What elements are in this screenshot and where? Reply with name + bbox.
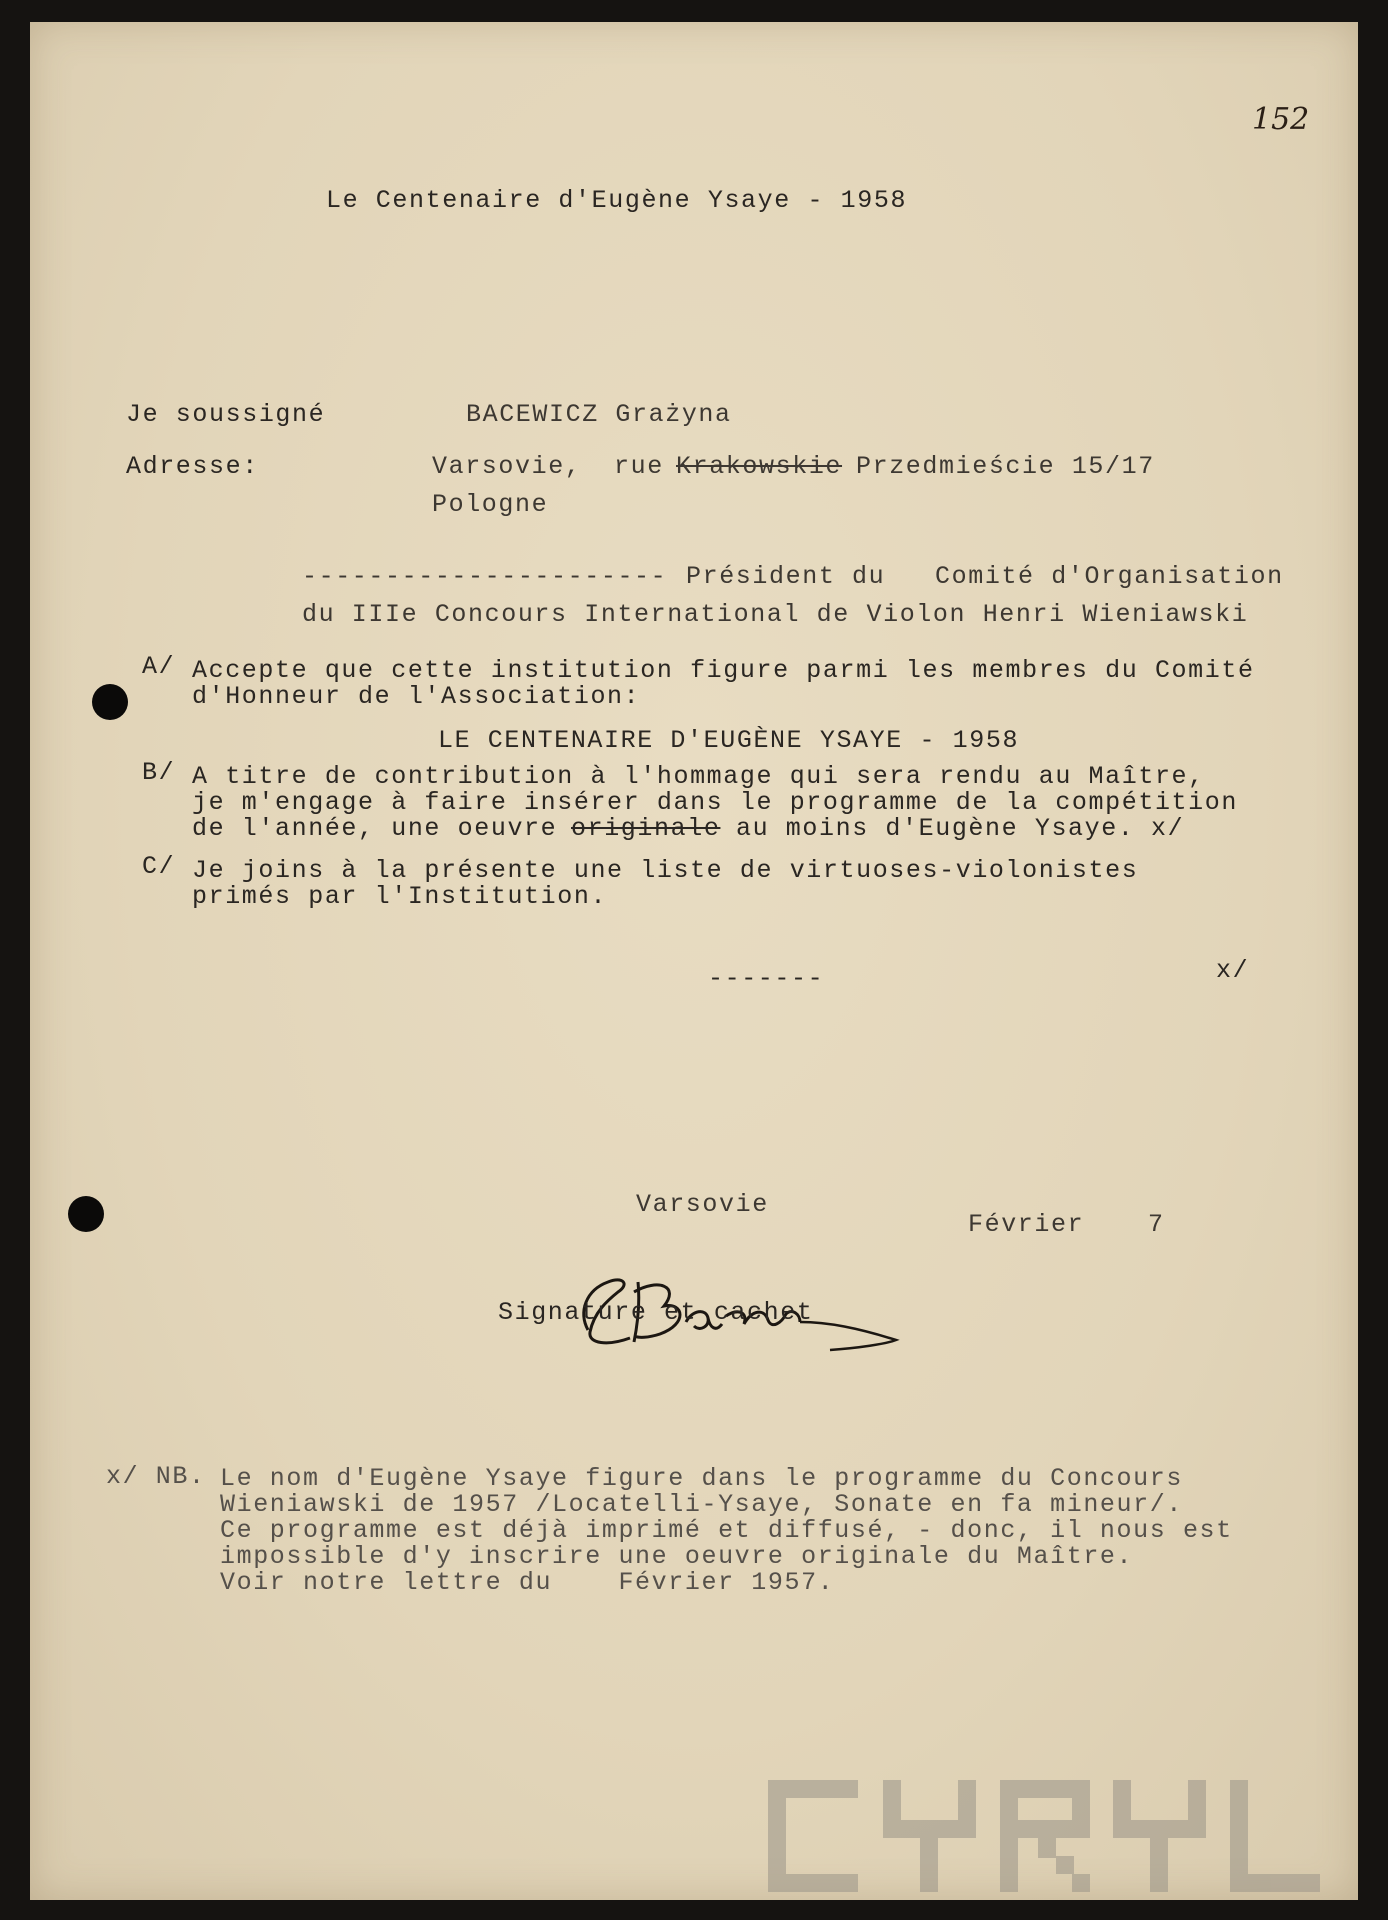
adresse-street-prefix: rue — [614, 452, 664, 481]
signature-label: Signature et cachet — [498, 1298, 814, 1327]
item-c-letter: C/ — [142, 852, 176, 881]
date-day: 7 — [1148, 1210, 1165, 1239]
adresse-label: Adresse: — [126, 452, 259, 481]
item-b-line-1: A titre de contribution à l'hommage qui sera rendu au Maître, — [192, 762, 1205, 791]
item-a-letter: A/ — [142, 652, 176, 681]
item-b-letter: B/ — [142, 758, 176, 787]
page-number: 152 — [1252, 102, 1310, 137]
adresse-country: Pologne — [432, 490, 549, 519]
item-b-line-2: je m'engage à faire insérer dans le programme de la compétition — [192, 788, 1238, 817]
item-a-line-1: Accepte que cette institution figure parmi les membres du Comité — [192, 656, 1255, 685]
footnote-mark: x/ — [1216, 956, 1250, 985]
role-line-2: du IIIe Concours International de Violon Henri Wieniawski — [302, 600, 1249, 629]
adresse-city: Varsovie, — [432, 452, 582, 481]
punch-hole-bottom — [68, 1196, 104, 1232]
document-title: Le Centenaire d'Eugène Ysaye - 1958 — [326, 186, 908, 215]
item-b-line-3-end: au moins d'Eugène Ysaye. x/ — [736, 814, 1185, 843]
nb-line-3: Ce programme est déjà imprimé et diffusé, - donc, il nous est — [220, 1516, 1233, 1545]
nb-line-1: Le nom d'Eugène Ysaye figure dans le programme du Concours — [220, 1464, 1183, 1493]
item-c-line-1: Je joins à la présente une liste de virtuoses-violonistes — [192, 856, 1139, 885]
separator: ------- — [708, 964, 825, 993]
adresse-street-rest: Przedmieście 15/17 — [856, 452, 1155, 481]
document-page — [30, 22, 1358, 1900]
place: Varsovie — [636, 1190, 769, 1219]
item-b-line-3-struck: originale — [571, 814, 721, 843]
nb-label: x/ NB. — [106, 1462, 206, 1491]
item-a-line-2: d'Honneur de l'Association: — [192, 682, 641, 711]
date-month: Février — [968, 1210, 1085, 1239]
nb-line-4: impossible d'y inscrire une oeuvre originale du Maître. — [220, 1542, 1134, 1571]
item-c-line-2: primés par l'Institution. — [192, 882, 608, 911]
adresse-street-struck: Krakowskie — [676, 452, 843, 481]
nb-line-2: Wieniawski de 1957 /Locatelli-Ysaye, Sonate en fa mineur/. — [220, 1490, 1183, 1519]
item-a-center: LE CENTENAIRE D'EUGÈNE YSAYE - 1958 — [438, 726, 1020, 755]
watermark-logo — [768, 1780, 1368, 1892]
item-b-line-3-start: de l'année, une oeuvre — [192, 814, 558, 843]
soussigne-value: BACEWICZ Grażyna — [466, 400, 732, 429]
soussigne-label: Je soussigné — [126, 400, 326, 429]
punch-hole-top — [92, 684, 128, 720]
nb-line-5: Voir notre lettre du Février 1957. — [220, 1568, 835, 1597]
role-line-1: Président du Comité d'Organisation — [686, 562, 1284, 591]
role-dashes: ---------------------- — [302, 562, 668, 591]
